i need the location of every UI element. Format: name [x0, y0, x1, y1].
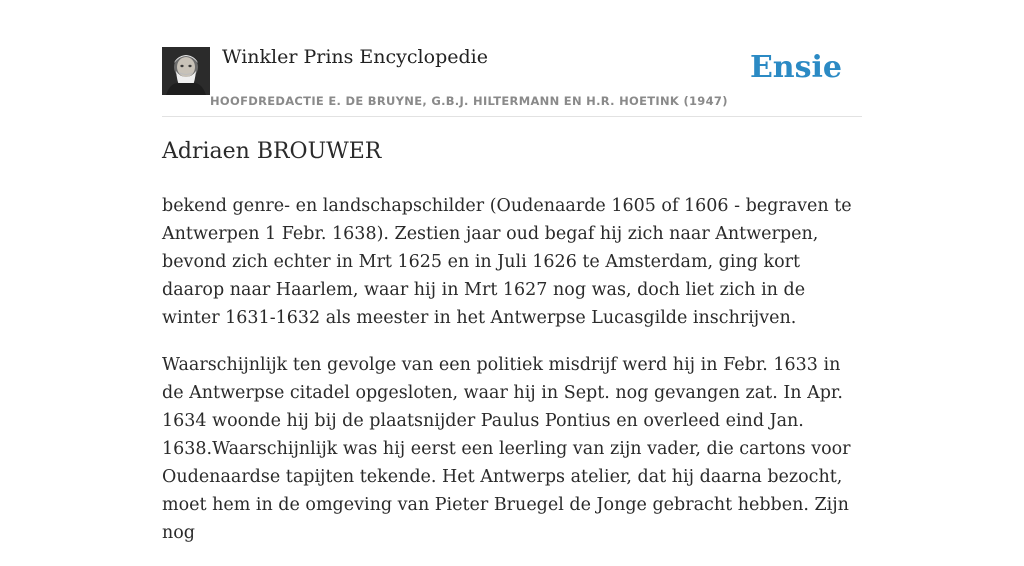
- editors-line: HOOFDREDACTIE E. DE BRUYNE, G.B.J. HILTERMANN EN H.R. HOETINK (1947): [210, 94, 728, 108]
- article-paragraph: bekend genre- en landschapschilder (Oudenaarde 1605 of 1606 - begraven te Antwerpen 1 Febr. 1638). Zestien jaar oud begaf hij zich naar Antwerpen, bevond zich echter in Mrt 1625 en in Juli 1626 te Amsterdam, ging kort daarop naar Haarlem, waar hij in Mrt 1627 nog was, doch liet zich in de winter 1631-1632 als meester in het Antwerpse Lucasgilde inschrijven.: [162, 196, 852, 328]
- bearded-man-portrait-icon[interactable]: [162, 47, 210, 95]
- publication-header: [162, 46, 862, 117]
- article-title: Adriaen BROUWER: [162, 139, 382, 164]
- publication-title[interactable]: Winkler Prins Encyclopedie: [222, 46, 488, 68]
- article-body: [162, 192, 862, 566]
- article-paragraph: Waarschijnlijk ten gevolge van een politiek misdrijf werd hij in Febr. 1633 in de Antwerpse citadel opgesloten, waar hij in Sept. nog gevangen zat. In Apr. 1634 woonde hij bij de plaatsnijder Paulus Pontius en overleed eind Jan. 1638.Waarschijnlijk was hij eerst een leerling van zijn vader, die cartons voor Oudenaardse tapijten tekende. Het Antwerps atelier, dat hij daarna bezocht, moet hem in de omgeving van Pieter Bruegel de Jonge gebracht hebben. Zijn nog: [162, 355, 851, 543]
- ensie-logo[interactable]: Ensie: [749, 50, 842, 85]
